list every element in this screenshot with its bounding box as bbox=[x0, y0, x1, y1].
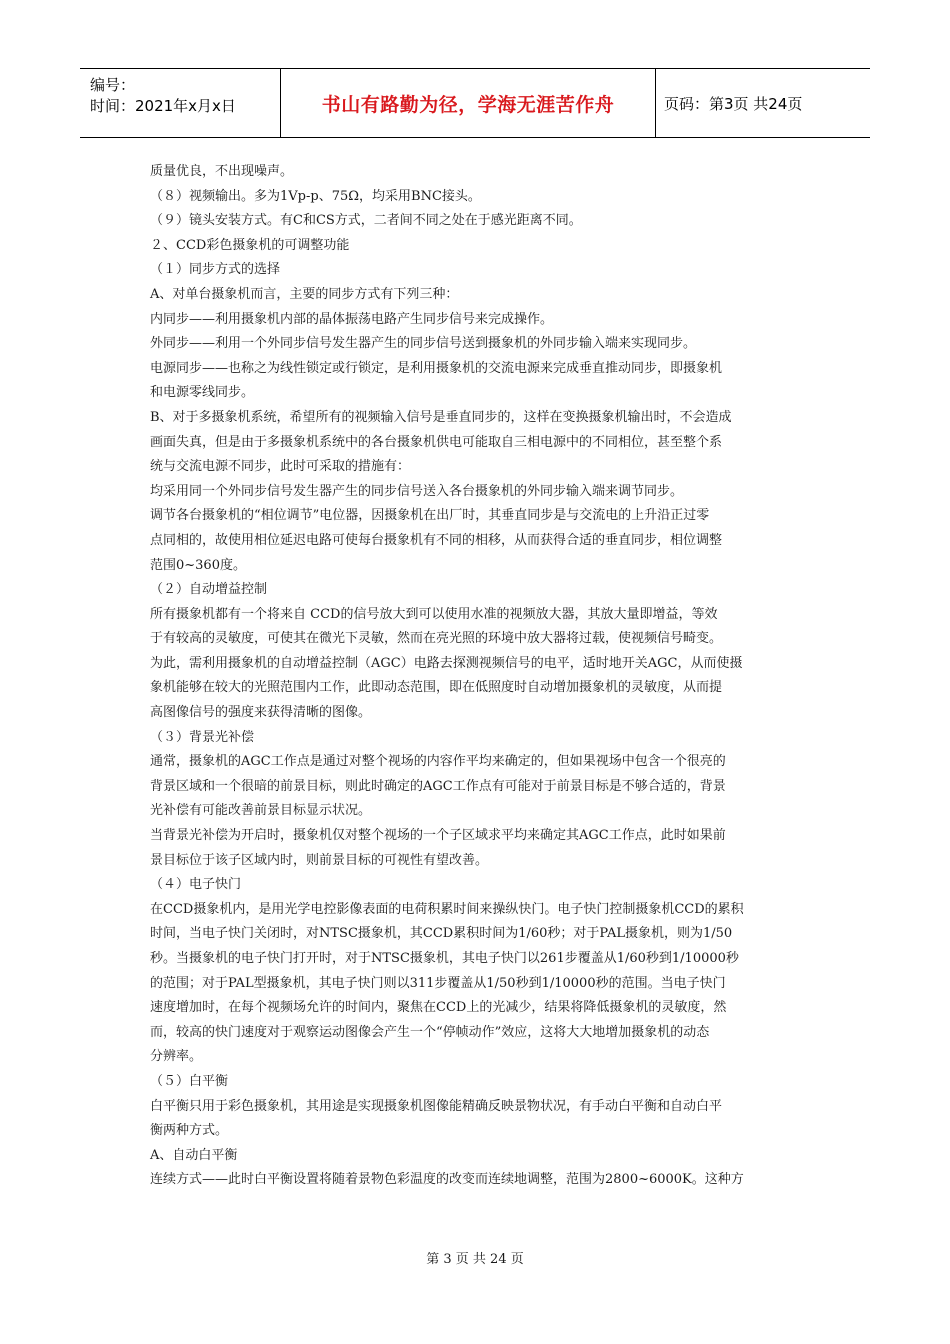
body-text-line: 和电源零线同步。 bbox=[150, 385, 255, 401]
body-text-line: 高图像信号的强度来获得清晰的图像。 bbox=[150, 705, 372, 721]
body-text-line: （２）自动增益控制 bbox=[150, 582, 268, 598]
body-text-line: B、对于多摄象机系统，希望所有的视频输入信号是垂直同步的，这样在变换摄象机输出时，不会造成 bbox=[150, 409, 732, 425]
body-text-line: 分辨率。 bbox=[150, 1049, 203, 1065]
body-text-line: （９）镜头安装方式。有C和CS方式，二者间不同之处在于感光距离不同。 bbox=[150, 213, 582, 229]
body-text-line: 于有较高的灵敏度，可使其在微光下灵敏，然而在亮光照的环境中放大器将过载，使视频信号畸变。 bbox=[150, 631, 723, 647]
body-text-line: 均采用同一个外同步信号发生器产生的同步信号送入各台摄象机的外同步输入端来调节同步。 bbox=[150, 483, 684, 499]
body-text-line: 背景区域和一个很暗的前景目标，则此时确定的AGC工作点有可能对于前景目标是不够合适的，背景 bbox=[150, 778, 726, 794]
body-text-line: 质量优良，不出现噪声。 bbox=[150, 164, 294, 179]
header-page-number: 页码：第3页 共24页 bbox=[664, 94, 803, 113]
footer-page-number: 第 3 页 共 24 页 bbox=[426, 1252, 524, 1267]
body-text-line: 在CCD摄象机内，是用光学电控影像表面的电荷积累时间来操纵快门。电子快门控制摄象机CCD的累积 bbox=[150, 901, 744, 917]
body-text-line: 画面失真，但是由于多摄象机系统中的各台摄象机供电可能取自三相电源中的不同相位，甚至整个系 bbox=[150, 434, 723, 450]
body-text-line: 景目标位于该子区域内时，则前景目标的可视性有望改善。 bbox=[150, 852, 489, 868]
body-text-line: 时间，当电子快门关闭时，对NTSC摄象机，其CCD累积时间为1/60秒；对于PAL摄象机，则为1/50 bbox=[150, 926, 733, 942]
body-text-line: ２、CCD彩色摄象机的可调整功能 bbox=[150, 237, 350, 253]
body-text-line: 光补偿有可能改善前景目标显示状况。 bbox=[150, 803, 372, 819]
body-text-line: （４）电子快门 bbox=[150, 877, 242, 893]
header-info-cell bbox=[80, 69, 281, 137]
body-text-line: 统与交流电源不同步，此时可采取的措施有： bbox=[150, 459, 411, 475]
body-text-line: 速度增加时，在每个视频场允许的时间内，聚焦在CCD上的光减少，结果将降低摄象机的灵敏度，然 bbox=[150, 1000, 727, 1016]
body-text-line: 所有摄象机都有一个将来自 CCD的信号放大到可以使用水准的视频放大器，其放大量即增益，等效 bbox=[150, 606, 718, 622]
body-text-line: （１）同步方式的选择 bbox=[150, 262, 281, 278]
body-text-line: 范围0~360度。 bbox=[150, 557, 246, 573]
body-text-line: （３）背景光补偿 bbox=[150, 729, 255, 745]
body-text-line: 当背景光补偿为开启时，摄象机仅对整个视场的一个子区域求平均来确定其AGC工作点，此时如果前 bbox=[150, 828, 726, 844]
document-code-label: 编号： bbox=[90, 76, 136, 94]
document-date: 时间：2021年x月x日 bbox=[90, 97, 236, 115]
body-text-line: A、对单台摄象机而言，主要的同步方式有下列三种： bbox=[150, 286, 459, 302]
body-text-line: 为此，需利用摄象机的自动增益控制（AGC）电路去探测视频信号的电平，适时地开关AGC，从而使摄 bbox=[150, 655, 743, 671]
body-text-line: 外同步——利用一个外同步信号发生器产生的同步信号送到摄象机的外同步输入端来实现同步。 bbox=[150, 336, 697, 352]
body-text-line: 象机能够在较大的光照范围内工作，此即动态范围，即在低照度时自动增加摄象机的灵敏度，从而提 bbox=[150, 680, 723, 696]
body-text-line: 内同步——利用摄象机内部的晶体振荡电路产生同步信号来完成操作。 bbox=[150, 311, 554, 327]
body-text-line: 的范围；对于PAL型摄象机，其电子快门则以311步覆盖从1/50秒到1/10000秒的范围。当电子快门 bbox=[150, 975, 726, 991]
body-text-line: 白平衡只用于彩色摄象机，其用途是实现摄象机图像能精确反映景物状况，有手动白平衡和自动白平 bbox=[150, 1098, 723, 1114]
header-motto: 书山有路勤为径，学海无涯苦作舟 bbox=[321, 93, 615, 116]
document-body bbox=[150, 160, 798, 1193]
body-text-line: 调节各台摄象机的“相位调节”电位器，因摄象机在出厂时，其垂直同步是与交流电的上升沿正过零 bbox=[150, 508, 710, 524]
body-text-line: （５）白平衡 bbox=[150, 1073, 229, 1089]
body-text-line: 电源同步——也称之为线性锁定或行锁定，是利用摄象机的交流电源来完成垂直推动同步，即摄象机 bbox=[150, 360, 723, 376]
header-motto-cell bbox=[281, 69, 656, 137]
body-text-line: 连续方式——此时白平衡设置将随着景物色彩温度的改变而连续地调整，范围为2800~6000K。这种方 bbox=[150, 1172, 744, 1188]
page-header bbox=[80, 68, 870, 138]
body-text-line: 通常，摄象机的AGC工作点是通过对整个视场的内容作平均来确定的，但如果视场中包含一个很亮的 bbox=[150, 754, 726, 770]
body-text-line: 点同相的，故使用相位延迟电路可使每台摄象机有不同的相移，从而获得合适的垂直同步，相位调整 bbox=[150, 532, 723, 548]
body-text-line: 秒。当摄象机的电子快门打开时，对于NTSC摄象机，其电子快门以261步覆盖从1/60秒到1/10000秒 bbox=[150, 951, 739, 966]
body-text-line: 衡两种方式。 bbox=[150, 1123, 229, 1139]
body-text-line: 而，较高的快门速度对于观察运动图像会产生一个“停帧动作”效应，这将大大地增加摄象机的动态 bbox=[150, 1024, 710, 1040]
page-footer bbox=[0, 1248, 950, 1267]
body-text-line: （８）视频输出。多为1Vp-p、75Ω，均采用BNC接头。 bbox=[150, 188, 481, 204]
body-text-line: A、自动白平衡 bbox=[150, 1147, 238, 1163]
header-page-cell bbox=[656, 69, 870, 137]
